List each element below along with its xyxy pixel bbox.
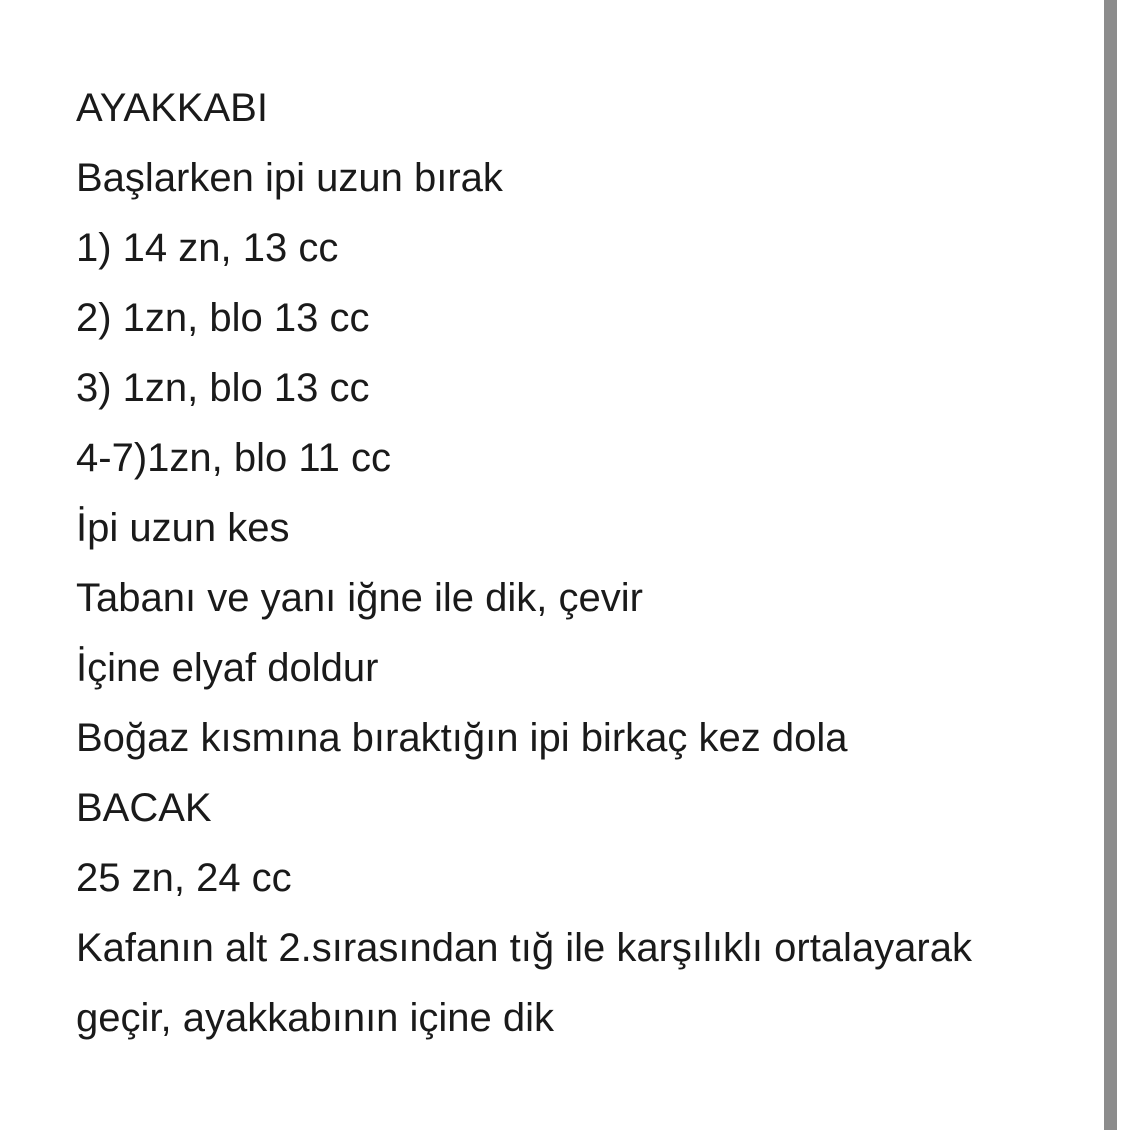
instruction-line: Boğaz kısmına bıraktığın ipi birkaç kez dola <box>76 716 848 760</box>
instruction-row-1: 1) 14 zn, 13 cc <box>76 226 339 270</box>
instruction-line: İçine elyaf doldur <box>76 646 379 690</box>
instruction-row-2: 2) 1zn, blo 13 cc <box>76 296 370 340</box>
instruction-line: geçir, ayakkabının içine dik <box>76 996 555 1040</box>
instruction-row-3: 3) 1zn, blo 13 cc <box>76 366 370 410</box>
edge-gap <box>1117 0 1130 1130</box>
instruction-line: 25 zn, 24 cc <box>76 856 292 900</box>
instruction-line: Kafanın alt 2.sırasından tığ ile karşılıklı ortalayarak <box>76 926 972 970</box>
instruction-line: İpi uzun kes <box>76 506 290 550</box>
instruction-line: Başlarken ipi uzun bırak <box>76 156 503 200</box>
section-heading-shoe: AYAKKABI <box>76 86 268 130</box>
instruction-line: Tabanı ve yanı iğne ile dik, çevir <box>76 576 643 620</box>
edge-bar <box>1104 0 1117 1130</box>
section-heading-leg: BACAK <box>76 786 212 830</box>
pattern-text <box>76 73 1086 1053</box>
instruction-rows-4-7: 4-7)1zn, blo 11 cc <box>76 436 391 480</box>
